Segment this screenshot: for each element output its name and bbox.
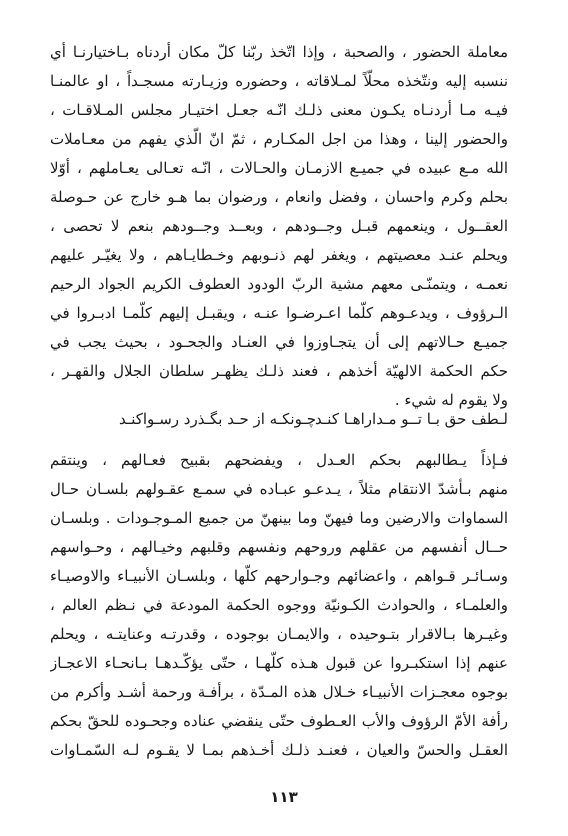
text-line: رأفة الأمّ الرؤوف والأب العـطوف حتّى ينقضي عناده وجحـوده للحقّ بحكم [50, 712, 508, 730]
text-line: معاملة الحضور ، والصحبة ، وإذا اتّخذ ربّنا كلّ مكان أردناه بـاختيارنـا أي [50, 43, 508, 61]
text-line: وسـائـر قـواهم ، واعضائهم وجـوارحهم كلّها ، وبلسـان الأنبيـاء والاوصيـاء [50, 567, 508, 585]
text-line: بوجوه معجـزات الأنبيـاء خـلال هذه المـدّة ، برأفـة ورحمة أشـد وأكرم من [50, 683, 508, 701]
text-line: وغيـرها بـالاقرار بتـوحيده ، والايمـان بوجوده ، وقدرتـه وعنايتـه ، ويحلم [50, 625, 508, 643]
text-line: ننسبه إليه ونتّخذه محلّاً لمـلاقاته ، وحضوره وزيـارته مسجـداً ، او عالمنـا [50, 72, 508, 90]
text-line: جميـع حـالاتهم إلى أن يتجـاوزوا في العنـاد والجحـود ، بحيث يجب في [50, 333, 508, 351]
text-line: والحضور إلينا ، وهذا من اجل المكـارم ، ثمّ انّ الّذي يفهم من معـاملات [50, 130, 508, 148]
text-line: العقــول ، وينعمهم قبـل وجــودهم ، وبعــد وجــودهم بنعم لا تحصى ، [50, 217, 508, 235]
text-line: الله مـع عبيده في جميـع الازمـان والحـالات ، انّـه تعـالى يعـاملهم ، أوّلا [50, 159, 508, 177]
text-line: ولا يقوم له شيء . [394, 391, 508, 409]
text-line: نعمـه ، ويتمنّـى معهم مشية الربّ الودود العطوف الكريم الجواد الرحيم [50, 275, 508, 293]
verse-second-hemistich: چـونكـه از حـد بگـذرد رسـواكنـد [118, 410, 316, 428]
text-line: والعلمـاء ، والحوادث الكـونيّة ووجوه الحكمة المودعة في نـظم العالم ، [50, 596, 508, 614]
text-line: فيـه مـا أردنـاه يكـون معنى ذلـك انّـه جعـل اختيـار مجلس المـلاقـات ، [50, 101, 508, 119]
text-line: العقـل والحسّ والعيان ، فعنـد ذلـك أخـذهم بمـا لا يقـوم لـه السّمـاوات [50, 741, 508, 759]
paragraph-1 [50, 38, 508, 415]
persian-verse [50, 405, 508, 434]
text-line: حكم الحكمة الالهيّة أخذهم ، فعند ذلـك يظهـر سلطان الجلال والقهـر ، [50, 362, 508, 380]
text-line: بحلم وكرم واحسان ، وفضل وانعام ، ورضوان بما هـو خارج عن حـوصلة [50, 188, 508, 206]
text-line: عنهم إذا استكبـروا عن قبول هـذه كلّهـا ، حتّى يؤكّـدهـا بـانحـاء الاعجـاز [50, 654, 508, 672]
text-line: حــال أنفسهم من عقلهم وروحهم ونفسهم وقلبهم وخيـالهم ، وحـواسهم [50, 538, 508, 556]
page-number: ١١٣ [270, 788, 298, 806]
text-line: فـإذاً يـطالبهم بحكم العـدل ، ويفضحهم بقبيح فعـالهم ، وينتقم [50, 451, 508, 469]
text-line: منهم بـأشدّ الانتقام مثلاً ، يـدعـو عبـاده في سمـع عقـولهم بلسـان حـال [50, 480, 508, 498]
text-line: الـرؤوف ، ويدعـوهم كلّما اعـرضـوا عنـه ، ويقبـل إليهم كلّمـا ادبـروا في [50, 304, 508, 322]
verse-first-hemistich: لـطف حق بـا تــو مـداراهـا كنـد [315, 410, 508, 428]
text-line: السماوات والارضين وما فيهنّ وما بينهنّ من جميع المـوجـودات . وبلسـان [50, 509, 508, 527]
text-line: ويحلم عنـد معصيتهم ، ويغفر لهم ذنـوبهم وخـطايـاهم ، ولا يغيّـر عليهم [50, 246, 508, 264]
paragraph-2 [50, 446, 508, 765]
